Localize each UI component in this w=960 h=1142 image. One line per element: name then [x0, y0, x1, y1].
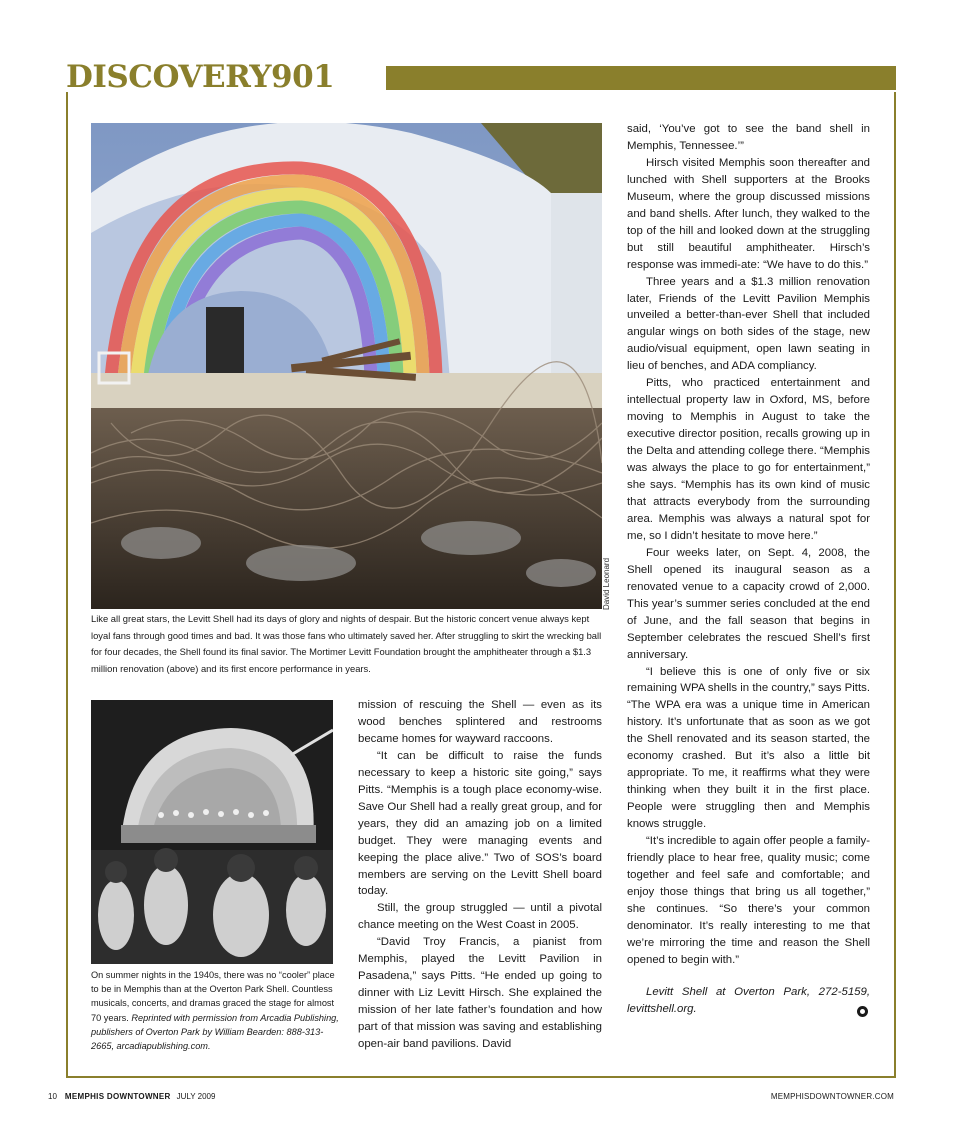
historic-shell-photo [91, 700, 333, 964]
article-column-right [627, 121, 870, 1018]
masthead-bar [386, 66, 896, 90]
historic-photo-caption [91, 968, 341, 1053]
photo-credit-text: David Leonard [602, 557, 611, 610]
main-photo-caption: Like all great stars, the Levitt Shell had its days of glory and nights of despair. But the historic concert venue always kept loyal fans through good times and bad. It was those fans who ultimately saved her. After struggling to skirt the wrecking ball for four decades, the Shell found its final savior. The Mortimer Levitt Foundation brought the amphitheater through a $1.3 million renovation (above) and its first encore performance in years. [91, 613, 602, 674]
paragraph: Hirsch visited Memphis soon thereafter and lunched with Shell supporters at the Brooks Museum, where the group discussed missions and band shells. After lunch, they walked to the top of the hill and looked down at the struggling but still beautiful amphitheater. Hirsch’s response was immedi-ate: “We have to do this.” [627, 156, 870, 271]
photo-credit [600, 556, 616, 610]
paragraph: Four weeks later, on Sept. 4, 2008, the Shell opened its inaugural season as a renovated venue to a capacity crowd of 2,000. This year’s summer series concluded at the end of June, and the fall season that begins in September celebrates the rescued Shell’s first anniversary. [627, 546, 870, 661]
masthead [66, 59, 896, 95]
caption-book-title: Overton Park [145, 1026, 200, 1037]
paragraph: “It can be difficult to raise the funds necessary to keep a historic site going,” says Pitts. “Memphis is a tough place economy-wise. Save Our Shell had a really great group, and for years, they did an amazing job on a limited budget. They were managing events and keeping the place alive.” Two of SOS’s board members are serving on the Levitt Shell board today. [358, 749, 602, 898]
contact-info [627, 984, 870, 1018]
paragraph: “It’s incredible to again offer people a family-friendly place to hear free, quality music; come together and feel safe and comfortable; and enjoy those things that bring us all together,” she continues. “So there’s your common denominator. It’s really interesting to me that we’re mirroring the time and reason the Shell opened to begin with.” [627, 835, 870, 966]
paragraph: Pitts, who practiced entertainment and intellectual property law in Oxford, MS, before moving to Memphis in August to take the executive director position, recalls growing up in the Delta and attending college there. “Memphis was always the place to go for entertainment,” she says. “Memphis has its own kind of music that attracts everybody from the surrounding area. Memphis was always a natural spot for me, so I didn’t hesitate to move here.” [627, 377, 870, 542]
end-mark-icon [857, 1006, 868, 1017]
paragraph: said, ‘You’ve got to see the band shell in Memphis, Tennessee.’” [627, 123, 870, 152]
publication-name: MEMPHIS DOWNTOWNER [64, 1092, 171, 1101]
paragraph: “I believe this is one of only five or six remaining WPA shells in the country,” says Pitts. “The WPA era was a unique time in American history. It’s unfortunate that as soon as we got the Shell renovated and its season started, the economy crashed. But it’s also a little bit appropriate. To me, it reaffirms what they were thinking when they built it in the first place. People were struggling then and Memphis knows struggle. [627, 665, 870, 831]
footer-left [48, 1092, 215, 1101]
paragraph: “David Troy Francis, a pianist from Memphis, played the Levitt Pavilion in Pasadena,” says Pitts. “He ended up going to dinner with Liz Levitt Hirsch. She explained the mission of her late father’s foundation and how part of that mission was saving and establishing open-air band pavilions. David [358, 936, 602, 1051]
contact-text: Levitt Shell at Overton Park, 272-5159, levittshell.org. [627, 985, 870, 1015]
section-title: DISCOVERY901 [66, 59, 335, 95]
article-column-middle [358, 697, 602, 1053]
paragraph: Still, the group struggled — until a pivotal chance meeting on the West Coast in 2005. [358, 902, 602, 932]
caption-book-author: by William Bearden: 888-313-2665, arcadiapublishing.com. [91, 1026, 324, 1052]
paragraph: Three years and a $1.3 million renovation later, Friends of the Levitt Pavilion Memphis unveiled a better-than-ever Shell that included angular wings on both sides of the stage, new audio/visual equipment, open lawn seating in lieu of benches, and ADA compliancy. [627, 275, 870, 373]
footer-website[interactable]: MEMPHISDOWNTOWNER.COM [770, 1092, 894, 1101]
caption-credit: Reprinted with permission from Arcadia Publishing, publishers of [91, 1012, 339, 1037]
caption-text: On summer nights in the 1940s, there was no “cooler” place to be in Memphis than at the Overton Park Shell. Countless musicals, concerts, and dramas graced the stage for almost 70 years. [91, 970, 335, 1023]
issue-date: JULY 2009 [176, 1092, 216, 1101]
paragraph: mission of rescuing the Shell — even as its wood benches splintered and restrooms became homes for wayward raccoons. [358, 699, 602, 745]
page-number: 10 [48, 1092, 57, 1101]
levitt-shell-renovation-photo [91, 123, 602, 609]
